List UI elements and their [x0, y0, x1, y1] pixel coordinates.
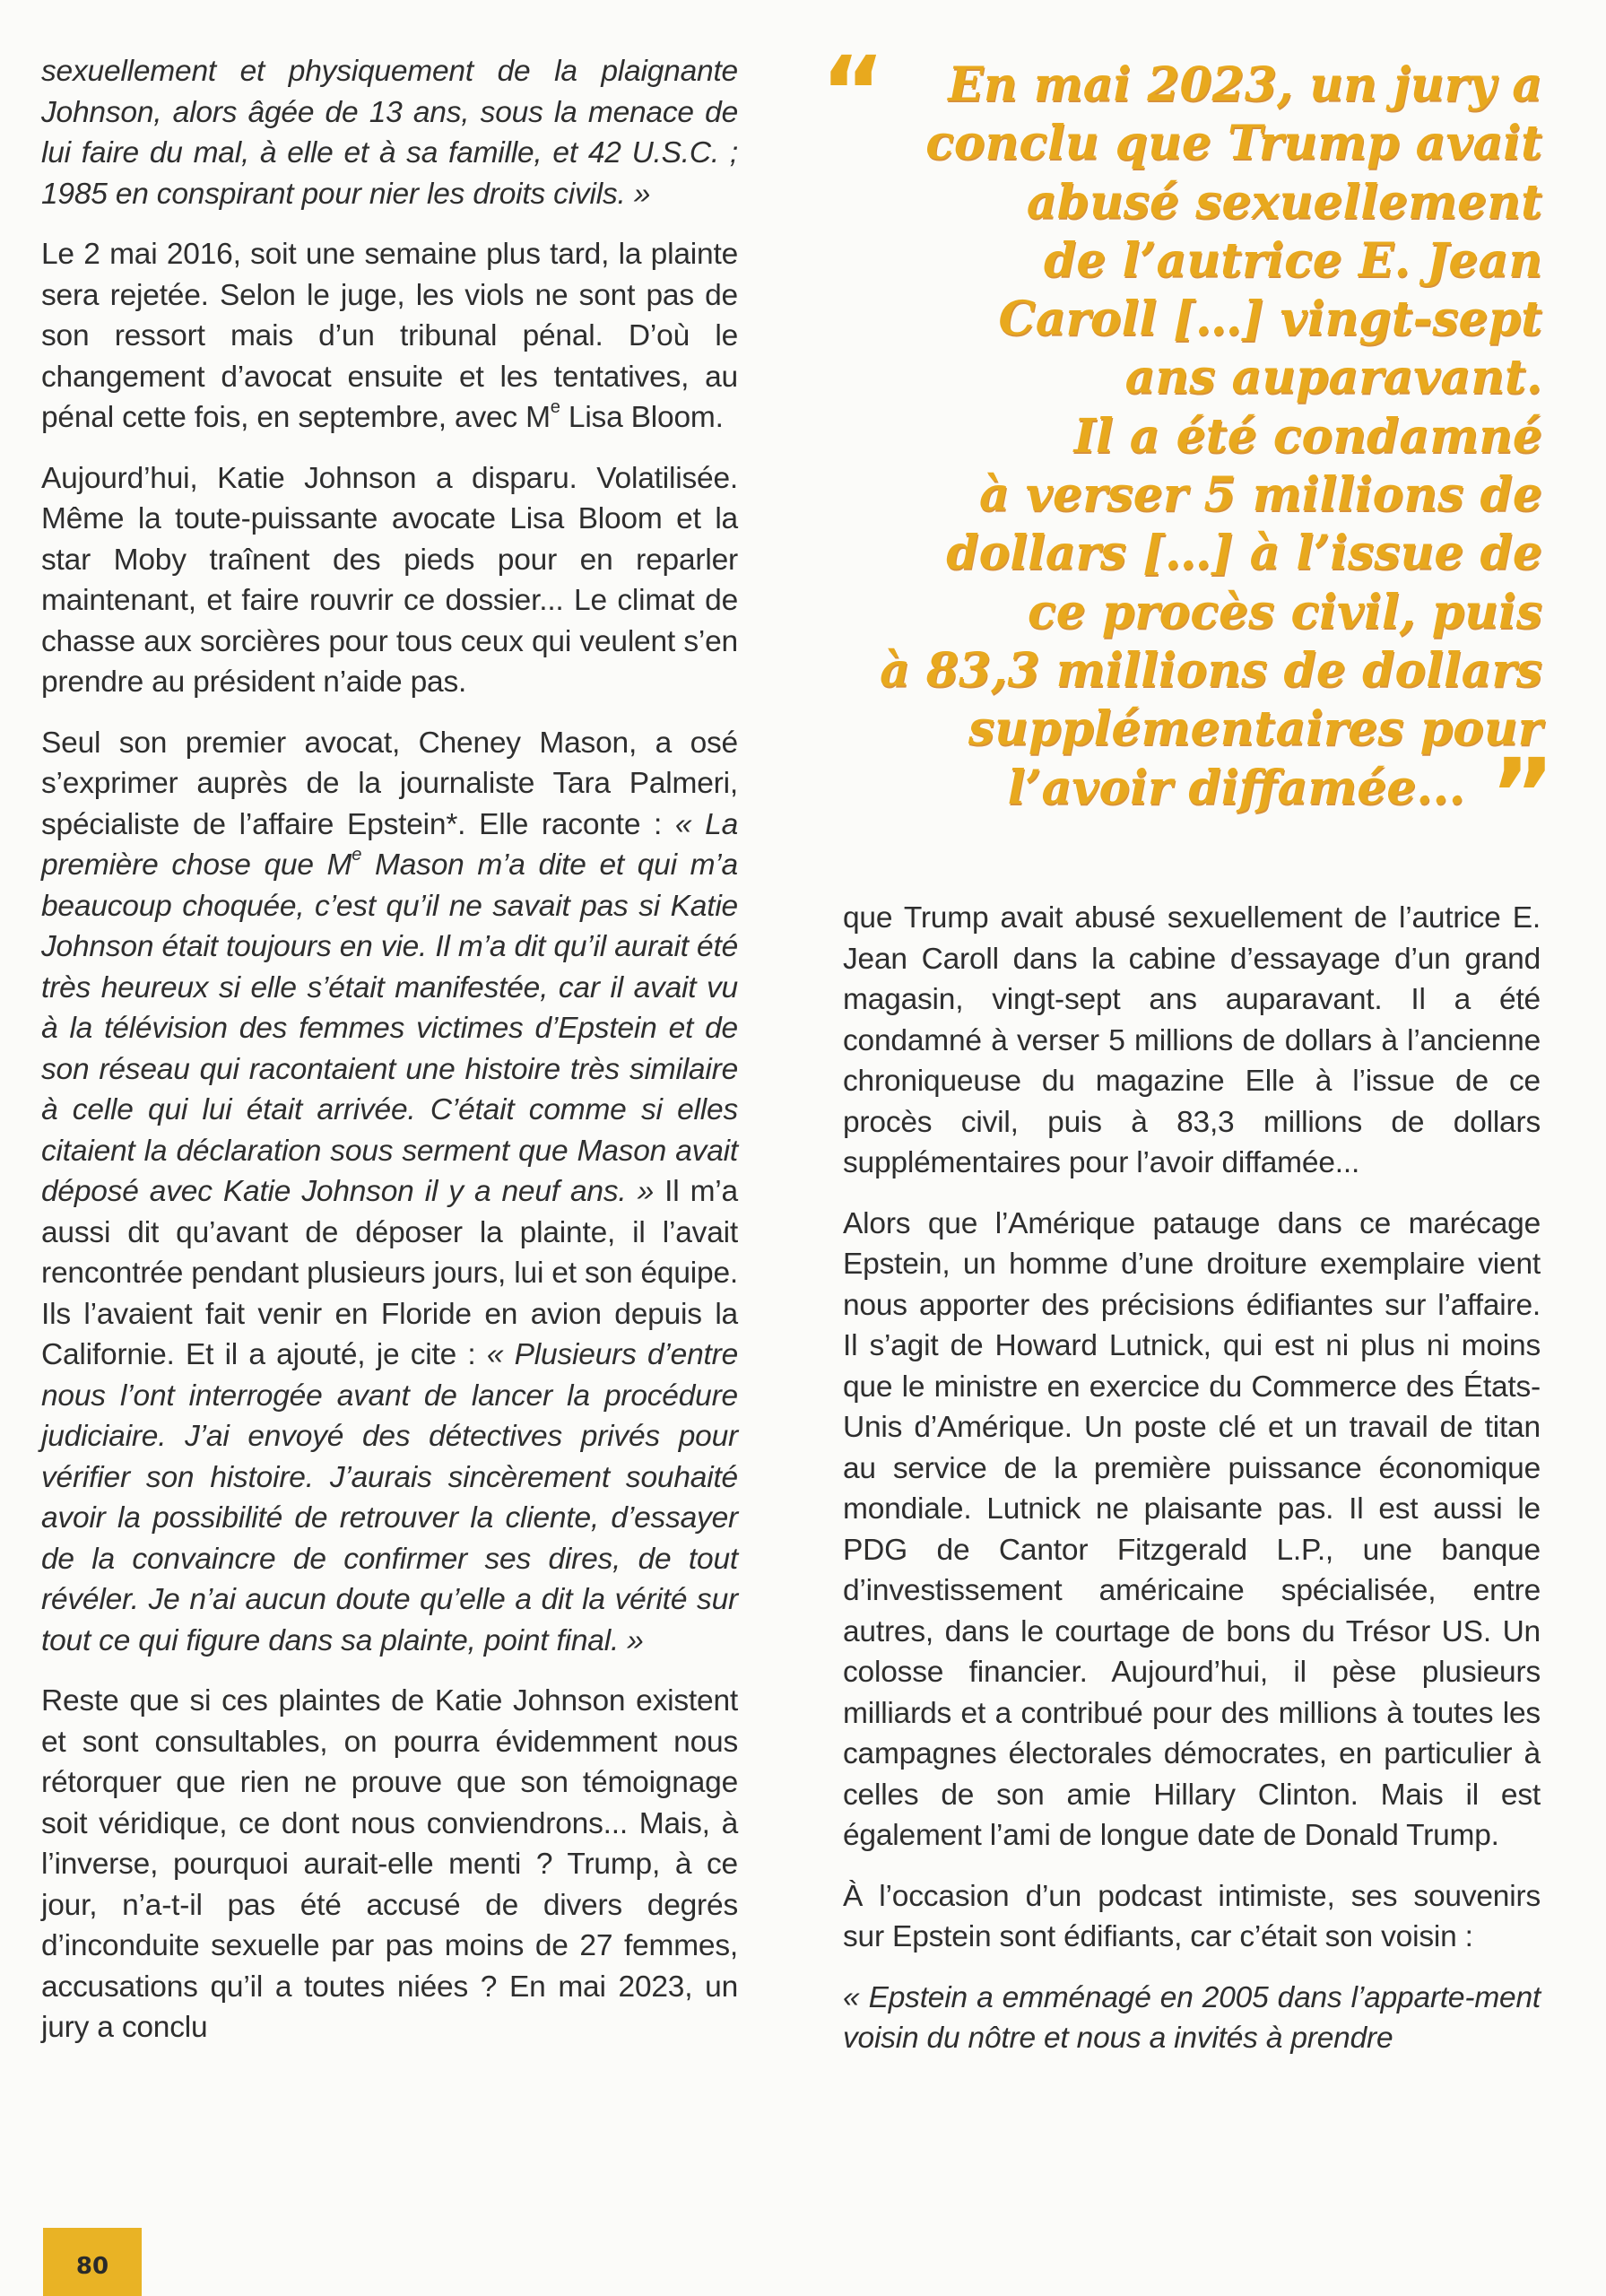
- paragraph-text: Aujourd’hui, Katie Johnson a disparu. Volatilisée. Même la toute-puissante avocate Lisa Bloom et la star Moby traînent des pieds pour en reparler maintenant, et faire rouvrir ce dossier... Le climat de chasse aux sorcières pour tous ceux qui veulent s’en prendre au président n’aide pas.: [41, 461, 738, 699]
- pull-quote-line: supplémentaires pour: [968, 701, 1542, 757]
- open-quote-icon: “: [820, 35, 873, 150]
- paragraph-text: que Trump avait abusé sexuellement de l’autrice E. Jean Caroll dans la cabine d’essayage d’un grand magasin, vingt-sept ans auparavant. Il a été condamné à verser 5 millions de dollars à l’ancienne chroniqueuse du magazine Elle à l’issue de ce procès civil, puis à 83,3 millions de dollars supplémentaires pour l’avoir diffamée...: [843, 901, 1541, 1179]
- pull-quote-line: En mai 2023, un jury a: [948, 57, 1542, 112]
- pull-quote-line: de l’autrice E. Jean: [1044, 232, 1542, 288]
- italic-quote-text: Mason m’a dite et qui m’a beaucoup choquée, c’est qu’il ne savait pas si Katie Johnson était toujours en vie. Il m’a dit qu’il aurait été très heureux si elle s’était manifestée, car il avait vu à la télévision des femmes victimes d’Epstein et de son réseau qui racontaient une histoire très similaire à celle qui lui était arrivée. C’était comme si elles citaient la déclaration sous serment que Mason avait déposé avec Katie Johnson il y a neuf ans. »: [41, 848, 738, 1208]
- paragraph-quote-continuation: [41, 51, 738, 214]
- superscript: e: [550, 396, 560, 417]
- close-quote-icon: ”: [1489, 736, 1542, 852]
- superscript: e: [352, 844, 362, 865]
- pull-quote-line: ans auparavant.: [1124, 350, 1542, 405]
- paragraph-lutnick: [843, 1204, 1541, 1857]
- pull-quote-last-line: [820, 736, 1542, 852]
- page-number: 80: [75, 2253, 109, 2280]
- pull-quote-line: à verser 5 millions de: [979, 467, 1542, 523]
- paragraph-text: Le 2 mai 2016, soit une semaine plus tard, la plainte sera rejetée. Selon le juge, les viols ne sont pas de son ressort mais d’un tribunal pénal. D’où le changement d’avocat ensuite et les tentatives, au pénal cette fois, en septembre, avec M: [41, 238, 738, 434]
- paragraph-text: Seul son premier avocat, Cheney Mason, a osé s’exprimer auprès de la journaliste Tara Palmeri, spécialiste de l’affaire Epstein*. Elle raconte :: [41, 726, 738, 841]
- paragraph-text: Il m’a aussi dit qu’avant de déposer la plainte, il l’avait rencontrée pendant plusieurs jours, lui et son équipe. Ils l’avaient fait venir en Floride en avion depuis la Californie. Et il a ajouté, je cite :: [41, 1175, 738, 1371]
- paragraph-epstein-quote: [843, 1978, 1541, 2059]
- pull-quote-line: à 83,3 millions de dollars: [880, 642, 1542, 698]
- paragraph-complaint-rejected: [41, 234, 738, 439]
- paragraph-disappeared: [41, 458, 738, 703]
- pull-quote: [820, 35, 1542, 852]
- paragraph-text: À l’occasion d’un podcast intimiste, ses souvenirs sur Epstein sont édifiants, car c’était son voisin :: [843, 1879, 1541, 1953]
- paragraph-reste-que: [41, 1681, 738, 2048]
- pull-quote-line: Il a été condamné: [1073, 408, 1542, 464]
- paragraph-podcast: [843, 1876, 1541, 1958]
- paragraph-text: Reste que si ces plaintes de Katie Johnson existent et sont consultables, on pourra évidemment nous rétorquer que rien ne prouve que son témoignage soit véridique, ce dont nous conviendrons... Mais, à l’inverse, pourquoi aurait-elle menti ? Trump, à ce jour, n’a-t-il pas été accusé de divers degrés d’inconduite sexuelle par pas moins de 27 femmes, accusations qu’il a toutes niées ? En mai 2023, un jury a conclu: [41, 1684, 738, 2044]
- left-column: [41, 51, 738, 2068]
- right-column: [843, 898, 1541, 2079]
- pull-quote-line: Caroll […] vingt-sept: [998, 291, 1542, 347]
- paragraph-text: Lisa Bloom.: [560, 401, 724, 434]
- italic-quote-text: sexuellement et physiquement de la plaignante Johnson, alors âgée de 13 ans, sous la menace de lui faire du mal, à elle et à sa famille, et 42 U.S.C. ; 1985 en conspirant pour nier les droits civils. »: [41, 55, 738, 211]
- italic-quote-text: « La première chose que M: [41, 807, 738, 882]
- pull-quote-line: dollars […] à l’issue de: [946, 526, 1542, 581]
- italic-quote-text: « Epstein a emménagé en 2005 dans l’apparte-ment voisin du nôtre et nous a invités à prendre: [843, 1980, 1541, 2055]
- italic-quote-text: « Plusieurs d’entre nous l’ont interrogée avant de lancer la procédure judiciaire. J’ai envoyé des détectives privés pour vérifier son histoire. J’aurais sincèrement souhaité avoir la possibilité de retrouver la cliente, d’essayer de la convaincre de confirmer ses dires, de tout révéler. Je n’ai aucun doute qu’elle a dit la vérité sur tout ce qui figure dans sa plainte, point final. »: [41, 1338, 739, 1657]
- paragraph-cheney-mason: [41, 723, 738, 1662]
- paragraph-text: Alors que l’Amérique patauge dans ce marécage Epstein, un homme d’une droiture exemplaire vient nous apporter des précisions édifiantes sur l’affaire. Il s’agit de Howard Lutnick, qui est ni plus ni moins que le ministre en exercice du Commerce des États-Unis d’Amérique. Un poste clé et un travail de titan au service de la première puissance économique mondiale. Lutnick ne plaisante pas. Il est aussi le PDG de Cantor Fitzgerald L.P., une banque d’investissement américaine spécialisée, entre autres, dans le courtage de bons du Trésor US. Un colosse financier. Aujourd’hui, il pèse plusieurs milliards et a contribué pour des millions à toutes les campagnes électorales démocrates, en particulier à celles de son amie Hillary Clinton. Mais il est également l’ami de longue date de Donald Trump.: [843, 1206, 1541, 1852]
- pull-quote-line: ce procès civil, puis: [1028, 584, 1542, 639]
- paragraph-jury-conclusion: [843, 898, 1541, 1184]
- pull-quote-line: l’avoir diffamée...: [1007, 760, 1465, 815]
- pull-quote-line: conclu que Trump avait: [925, 116, 1542, 171]
- pull-quote-line: abusé sexuellement: [1026, 174, 1542, 230]
- page-number-badge: [43, 2228, 142, 2296]
